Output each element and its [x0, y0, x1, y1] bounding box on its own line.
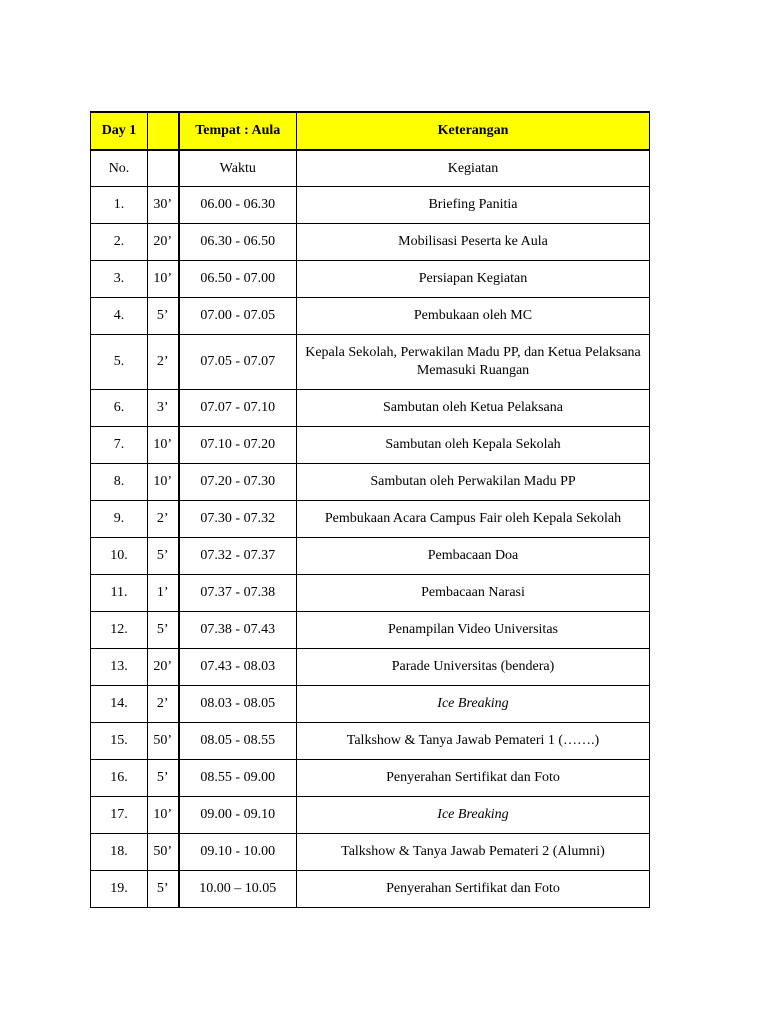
row-number: 18. — [91, 834, 148, 871]
table-row — [91, 464, 650, 501]
row-number: 2. — [91, 224, 148, 261]
column-header-duration — [148, 150, 179, 187]
table-row — [91, 335, 650, 390]
table-row — [91, 575, 650, 612]
row-time: 06.30 - 06.50 — [179, 224, 297, 261]
row-duration: 5’ — [148, 612, 179, 649]
row-activity: Sambutan oleh Kepala Sekolah — [297, 427, 650, 464]
row-activity: Kepala Sekolah, Perwakilan Madu PP, dan Ketua Pelaksana Memasuki Ruangan — [297, 335, 650, 390]
table-row — [91, 427, 650, 464]
table-row — [91, 797, 650, 834]
row-number: 16. — [91, 760, 148, 797]
row-duration: 5’ — [148, 871, 179, 908]
schedule-table — [90, 111, 650, 908]
table-row — [91, 390, 650, 427]
row-activity: Ice Breaking — [297, 686, 650, 723]
row-activity: Penyerahan Sertifikat dan Foto — [297, 760, 650, 797]
row-activity: Penampilan Video Universitas — [297, 612, 650, 649]
row-activity: Ice Breaking — [297, 797, 650, 834]
table-row — [91, 723, 650, 760]
row-duration: 30’ — [148, 187, 179, 224]
header-row — [91, 112, 650, 150]
table-row — [91, 871, 650, 908]
schedule-body — [91, 112, 650, 908]
header-duration — [148, 112, 179, 150]
table-row — [91, 261, 650, 298]
row-number: 6. — [91, 390, 148, 427]
row-time: 07.07 - 07.10 — [179, 390, 297, 427]
table-row — [91, 298, 650, 335]
subheader-row — [91, 150, 650, 187]
row-time: 08.03 - 08.05 — [179, 686, 297, 723]
row-time: 06.00 - 06.30 — [179, 187, 297, 224]
row-time: 07.37 - 07.38 — [179, 575, 297, 612]
row-activity: Sambutan oleh Perwakilan Madu PP — [297, 464, 650, 501]
table-row — [91, 649, 650, 686]
row-activity: Pembacaan Doa — [297, 538, 650, 575]
row-number: 11. — [91, 575, 148, 612]
row-number: 12. — [91, 612, 148, 649]
column-header-no: No. — [91, 150, 148, 187]
row-number: 13. — [91, 649, 148, 686]
row-number: 14. — [91, 686, 148, 723]
row-duration: 10’ — [148, 261, 179, 298]
row-duration: 2’ — [148, 501, 179, 538]
table-row — [91, 612, 650, 649]
row-activity: Pembukaan oleh MC — [297, 298, 650, 335]
row-number: 1. — [91, 187, 148, 224]
table-row — [91, 501, 650, 538]
row-number: 7. — [91, 427, 148, 464]
row-time: 07.43 - 08.03 — [179, 649, 297, 686]
row-time: 10.00 – 10.05 — [179, 871, 297, 908]
row-duration: 20’ — [148, 224, 179, 261]
row-time: 07.32 - 07.37 — [179, 538, 297, 575]
row-duration: 5’ — [148, 760, 179, 797]
row-time: 06.50 - 07.00 — [179, 261, 297, 298]
row-activity: Parade Universitas (bendera) — [297, 649, 650, 686]
row-time: 07.30 - 07.32 — [179, 501, 297, 538]
row-duration: 50’ — [148, 834, 179, 871]
row-number: 9. — [91, 501, 148, 538]
row-time: 07.38 - 07.43 — [179, 612, 297, 649]
column-header-time: Waktu — [179, 150, 297, 187]
row-duration: 5’ — [148, 298, 179, 335]
header-day: Day 1 — [91, 112, 148, 150]
table-row — [91, 834, 650, 871]
row-activity: Mobilisasi Peserta ke Aula — [297, 224, 650, 261]
row-duration: 3’ — [148, 390, 179, 427]
header-place: Tempat : Aula — [179, 112, 297, 150]
row-duration: 20’ — [148, 649, 179, 686]
row-number: 15. — [91, 723, 148, 760]
row-time: 08.05 - 08.55 — [179, 723, 297, 760]
row-duration: 10’ — [148, 464, 179, 501]
row-time: 09.10 - 10.00 — [179, 834, 297, 871]
row-number: 5. — [91, 335, 148, 390]
row-number: 4. — [91, 298, 148, 335]
row-activity: Sambutan oleh Ketua Pelaksana — [297, 390, 650, 427]
row-duration: 10’ — [148, 427, 179, 464]
row-duration: 2’ — [148, 686, 179, 723]
row-activity: Talkshow & Tanya Jawab Pemateri 2 (Alumni) — [297, 834, 650, 871]
row-activity: Penyerahan Sertifikat dan Foto — [297, 871, 650, 908]
row-number: 3. — [91, 261, 148, 298]
column-header-activity: Kegiatan — [297, 150, 650, 187]
table-row — [91, 686, 650, 723]
row-time: 07.05 - 07.07 — [179, 335, 297, 390]
table-row — [91, 760, 650, 797]
table-row — [91, 187, 650, 224]
row-activity: Persiapan Kegiatan — [297, 261, 650, 298]
row-time: 08.55 - 09.00 — [179, 760, 297, 797]
row-activity: Briefing Panitia — [297, 187, 650, 224]
row-number: 8. — [91, 464, 148, 501]
row-time: 09.00 - 09.10 — [179, 797, 297, 834]
row-number: 10. — [91, 538, 148, 575]
row-time: 07.00 - 07.05 — [179, 298, 297, 335]
row-time: 07.20 - 07.30 — [179, 464, 297, 501]
row-duration: 10’ — [148, 797, 179, 834]
row-duration: 5’ — [148, 538, 179, 575]
row-activity: Pembacaan Narasi — [297, 575, 650, 612]
row-activity: Pembukaan Acara Campus Fair oleh Kepala Sekolah — [297, 501, 650, 538]
row-activity: Talkshow & Tanya Jawab Pemateri 1 (…….) — [297, 723, 650, 760]
row-duration: 2’ — [148, 335, 179, 390]
row-duration: 50’ — [148, 723, 179, 760]
header-notes: Keterangan — [297, 112, 650, 150]
row-number: 19. — [91, 871, 148, 908]
row-duration: 1’ — [148, 575, 179, 612]
row-time: 07.10 - 07.20 — [179, 427, 297, 464]
table-row — [91, 224, 650, 261]
row-number: 17. — [91, 797, 148, 834]
table-row — [91, 538, 650, 575]
